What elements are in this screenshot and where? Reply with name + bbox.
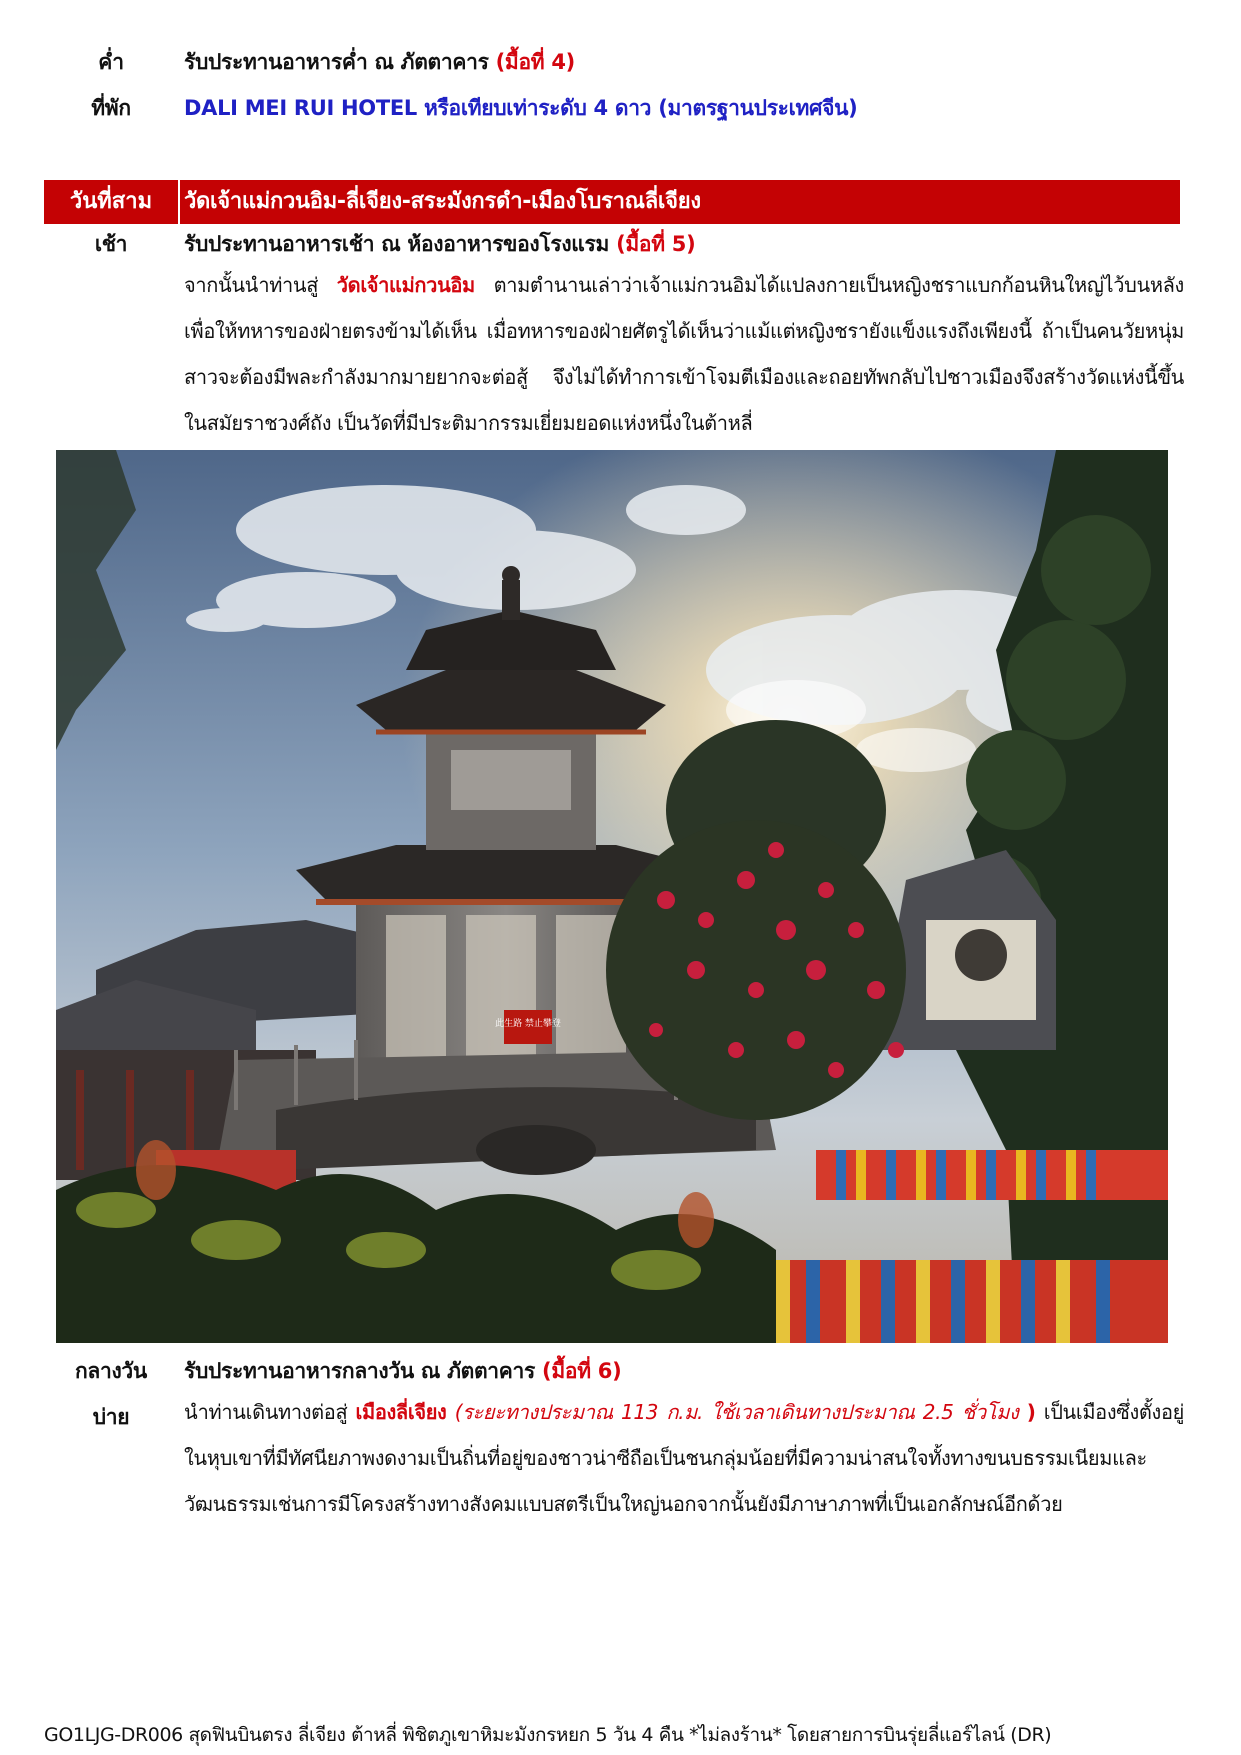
breakfast-meal-number: (มื้อที่ 5) <box>616 232 696 256</box>
lunch-label: กลางวัน <box>75 1359 147 1383</box>
hotel-row <box>0 92 1241 124</box>
afternoon-body: เป็นเมืองซึ่งตั้งอยู่ในหุบเขาที่มีทัศนียภาพงดงามเป็นถิ่นที่อยู่ของชาวน่าซีถือเป็นชนกลุ่มน้อยที่มีความน่าสนใจทั้งทางขนบธรรมเนียมและวัฒนธรรมเช่นการมีโครงสร้างทางสังคมแบบสตรีเป็นใหญ่นอกจากนั้นยังมีภาษาภาพที่เป็นเอกลักษณ์อีกด้วย <box>184 1400 1184 1516</box>
afternoon-distance-close: ) <box>1026 1400 1036 1424</box>
hotel-label: ที่พัก <box>91 96 131 120</box>
day-header-bar <box>44 180 1180 224</box>
lunch-row <box>0 1355 1241 1387</box>
dinner-row <box>0 46 1241 78</box>
dinner-text <box>184 46 575 79</box>
afternoon-place: เมืองลี่เจียง <box>355 1400 447 1424</box>
dinner-label: ค่ำ <box>98 50 124 74</box>
temple-photo-illustration <box>56 450 1168 1343</box>
breakfast-row <box>0 228 1241 260</box>
afternoon-label: บ่าย <box>92 1405 130 1429</box>
dinner-meal-number: (มื้อที่ 4) <box>495 50 575 74</box>
temple-intro: จากนั้นนำท่านสู่ <box>184 273 319 297</box>
afternoon-intro: นำท่านเดินทางต่อสู่ <box>184 1400 348 1424</box>
lunch-text <box>184 1355 621 1388</box>
afternoon-distance-note <box>455 1400 1036 1424</box>
page-footer: GO1LJG-DR006 สุดฟินบินตรง ลี่เจียง ต้าหลี่ พิชิตภูเขาหิมะมังกรหยก 5 วัน 4 คืน *ไม่ลงร้าน* โดยสายการบินรุ่ยลี่แอร์ไลน์ (DR) <box>44 1724 1052 1746</box>
photo-sign-text: 此生路 禁止攀登 <box>495 1019 561 1029</box>
dinner-description: รับประทานอาหารค่ำ ณ ภัตตาคาร <box>184 50 489 74</box>
lunch-description: รับประทานอาหารกลางวัน ณ ภัตตาคาร <box>184 1359 536 1383</box>
day-label: วันที่สาม <box>69 189 153 214</box>
breakfast-description: รับประทานอาหารเช้า ณ ห้องอาหารของโรงแรม <box>184 232 610 256</box>
lunch-meal-number: (มื้อที่ 6) <box>542 1359 622 1383</box>
day-title: วัดเจ้าแม่กวนอิม-ลี่เจียง-สระมังกรดำ-เมืองโบราณลี่เจียง <box>184 189 701 214</box>
breakfast-text <box>184 228 695 261</box>
breakfast-label: เช้า <box>94 232 128 256</box>
temple-paragraph <box>184 262 1184 446</box>
afternoon-distance-text: (ระยะทางประมาณ 113 ก.ม. ใช้เวลาเดินทางประมาณ 2.5 ชั่วโมง <box>454 1400 1019 1424</box>
temple-name: วัดเจ้าแม่กวนอิม <box>336 273 475 297</box>
temple-body: ตามตำนานเล่าว่าเจ้าแม่กวนอิมได้แปลงกายเป็นหญิงชราแบกก้อนหินใหญ่ไว้บนหลังเพื่อให้ทหารของฝ่ายตรงข้ามได้เห็น เมื่อทหารของฝ่ายศัตรูได้เห็นว่าแม้แต่หญิงชรายังแข็งแรงถึงเพียงนี้ ถ้าเป็นคนวัยหนุ่มสาวจะต้องมีพละกำลังมากมายยากจะต่อสู้ จึงไม่ได้ทำการเข้าโจมตีเมืองและถอยทัพกลับไปชาวเมืองจึงสร้างวัดแห่งนี้ขึ้นในสมัยราชวงศ์ถัง เป็นวัดที่มีประติมากรรมเยี่ยมยอดแห่งหนึ่งในต้าหลี่ <box>184 273 1184 435</box>
temple-photo <box>56 450 1168 1343</box>
afternoon-paragraph <box>184 1389 1184 1527</box>
day-header-divider <box>178 180 180 224</box>
hotel-name: DALI MEI RUI HOTEL หรือเทียบเท่าระดับ 4 ดาว (มาตรฐานประเทศจีน) <box>184 96 858 120</box>
